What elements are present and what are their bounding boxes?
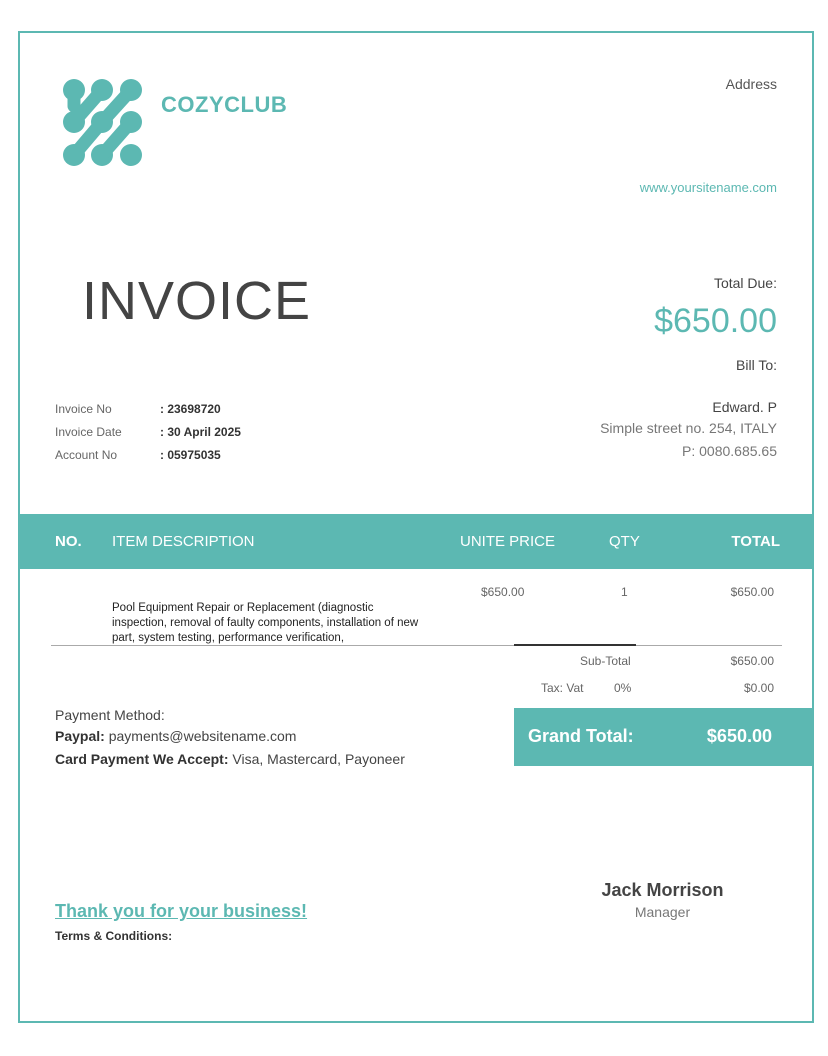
item-description: Pool Equipment Repair or Replacement (diagnostic inspection, removal of faulty components, installation of new part, system testing, performance verification, <box>112 602 419 644</box>
card-payment-line <box>55 751 405 767</box>
grand-total-box <box>514 708 813 766</box>
invoice-no-value: : 23698720 <box>160 402 221 416</box>
table-header <box>18 514 814 569</box>
tax-rate: 0% <box>614 681 632 695</box>
item-qty: 1 <box>621 585 628 599</box>
terms-label: Terms & Conditions: <box>55 929 173 943</box>
paypal-value: payments@websitename.com <box>108 728 297 744</box>
item-total: $650.00 <box>730 585 774 599</box>
col-no: NO. <box>55 533 82 550</box>
col-qty: QTY <box>609 533 640 550</box>
customer-address: Simple street no. 254, ITALY <box>600 420 777 436</box>
address-label: Address <box>725 76 777 92</box>
signer-title: Manager <box>634 904 691 920</box>
col-total: TOTAL <box>731 533 780 550</box>
invoice-title: INVOICE <box>82 271 312 331</box>
grand-total-value: $650.00 <box>706 726 772 746</box>
invoice-date-label: Invoice Date <box>55 425 122 439</box>
paypal-line <box>55 728 296 744</box>
subtotal-label: Sub-Total <box>580 654 631 668</box>
col-description: ITEM DESCRIPTION <box>112 533 255 550</box>
signer-name: Jack Morrison <box>601 880 724 900</box>
grand-total-label: Grand Total: <box>528 726 634 746</box>
cozyclub-logo-icon <box>62 76 146 168</box>
payment-method-heading: Payment Method: <box>55 707 165 723</box>
col-unit-price: UNITE PRICE <box>460 533 556 550</box>
total-due-label: Total Due: <box>713 275 777 291</box>
invoice-date-value: : 30 April 2025 <box>160 425 241 439</box>
card-label: Card Payment We Accept: <box>55 751 229 767</box>
website-link[interactable]: www.yoursitename.com <box>639 180 777 195</box>
tax-value: $0.00 <box>743 681 774 695</box>
brand-name: COZYCLUB <box>161 92 288 117</box>
item-unit-price: $650.00 <box>481 585 525 599</box>
customer-phone: P: 0080.685.65 <box>682 443 777 459</box>
subtotal-divider <box>514 644 636 646</box>
subtotal-value: $650.00 <box>730 654 774 668</box>
row-divider <box>51 645 782 646</box>
tax-label: Tax: Vat <box>541 681 584 695</box>
paypal-label: Paypal: <box>55 728 105 744</box>
account-no-value: : 05975035 <box>160 448 221 462</box>
thank-you-message: Thank you for your business! <box>55 901 308 921</box>
account-no-label: Account No <box>55 448 118 462</box>
card-value: Visa, Mastercard, Payoneer <box>232 751 405 767</box>
bill-to-label: Bill To: <box>736 357 777 373</box>
customer-name: Edward. P <box>712 399 777 415</box>
total-due-amount: $650.00 <box>654 302 777 340</box>
invoice-no-label: Invoice No <box>55 402 112 416</box>
